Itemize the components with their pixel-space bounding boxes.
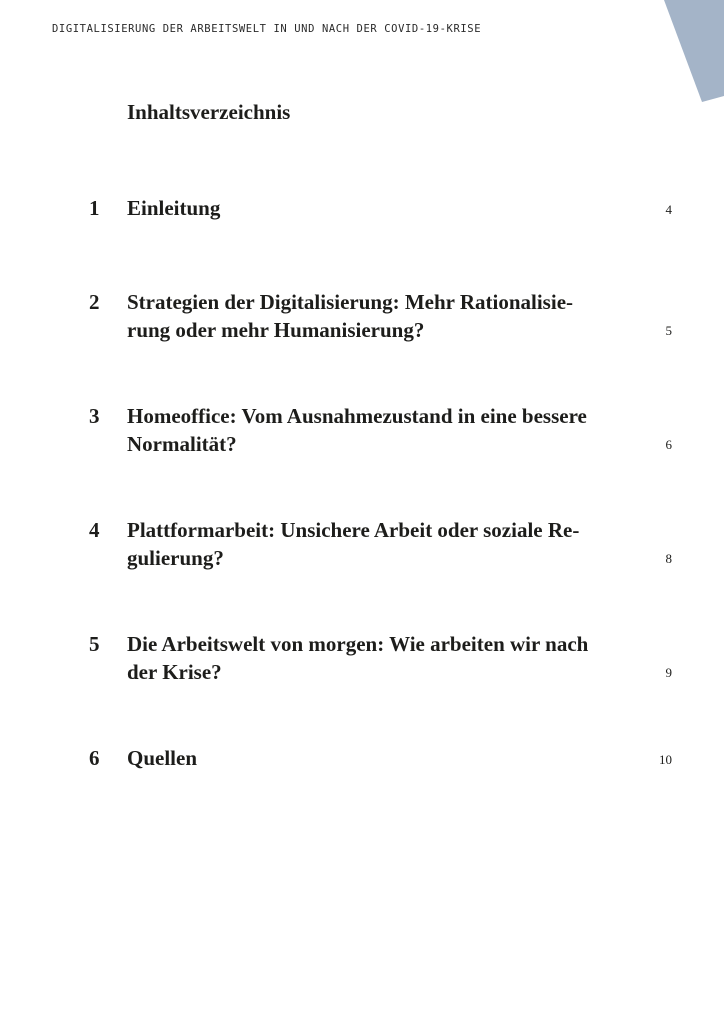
corner-accent-polygon <box>664 0 724 102</box>
toc-entry-number: 5 <box>89 632 100 656</box>
toc-entry-page: 4 <box>665 202 672 217</box>
toc-entry-number: 4 <box>89 518 100 542</box>
toc-entry-page: 8 <box>665 551 672 566</box>
toc-entry-title-line: gulierung? <box>127 546 224 570</box>
toc-entry-title-line: Plattformarbeit: Unsichere Arbeit oder soziale Re- <box>127 518 580 542</box>
toc-entry-page: 9 <box>665 665 672 680</box>
toc-entry-title-line: Die Arbeitswelt von morgen: Wie arbeiten wir nach <box>127 632 589 656</box>
toc-entry-number: 2 <box>89 290 100 314</box>
toc-entry-title <box>127 744 617 772</box>
toc-entry-title-line: Normalität? <box>127 432 237 456</box>
toc-entry-page: 6 <box>665 437 672 452</box>
toc-entry-number: 1 <box>89 196 100 220</box>
toc-entry-number: 6 <box>89 746 100 770</box>
toc-entry-page: 10 <box>659 752 672 767</box>
toc-entry-title <box>127 630 617 686</box>
toc-entry-title-line: der Krise? <box>127 660 222 684</box>
toc-entry-title <box>127 288 617 344</box>
toc-entry-title <box>127 194 617 222</box>
toc-entry-number: 3 <box>89 404 100 428</box>
corner-accent-shape <box>664 0 724 104</box>
toc-entry-title <box>127 402 617 458</box>
toc-entry-title <box>127 516 617 572</box>
running-header: DIGITALISIERUNG DER ARBEITSWELT IN UND NACH DER COVID-19-KRISE <box>52 23 482 35</box>
toc-entry-page: 5 <box>665 323 672 338</box>
toc-entry-title-line: rung oder mehr Humanisierung? <box>127 318 425 342</box>
toc-entry-title-line: Strategien der Digitalisierung: Mehr Rationalisie- <box>127 290 574 314</box>
toc-entry-title-line: Einleitung <box>127 196 221 220</box>
toc-title: Inhaltsverzeichnis <box>127 100 291 124</box>
toc-entry-title-line: Homeoffice: Vom Ausnahmezustand in eine bessere <box>127 404 587 428</box>
toc-entry-title-line: Quellen <box>127 746 198 770</box>
